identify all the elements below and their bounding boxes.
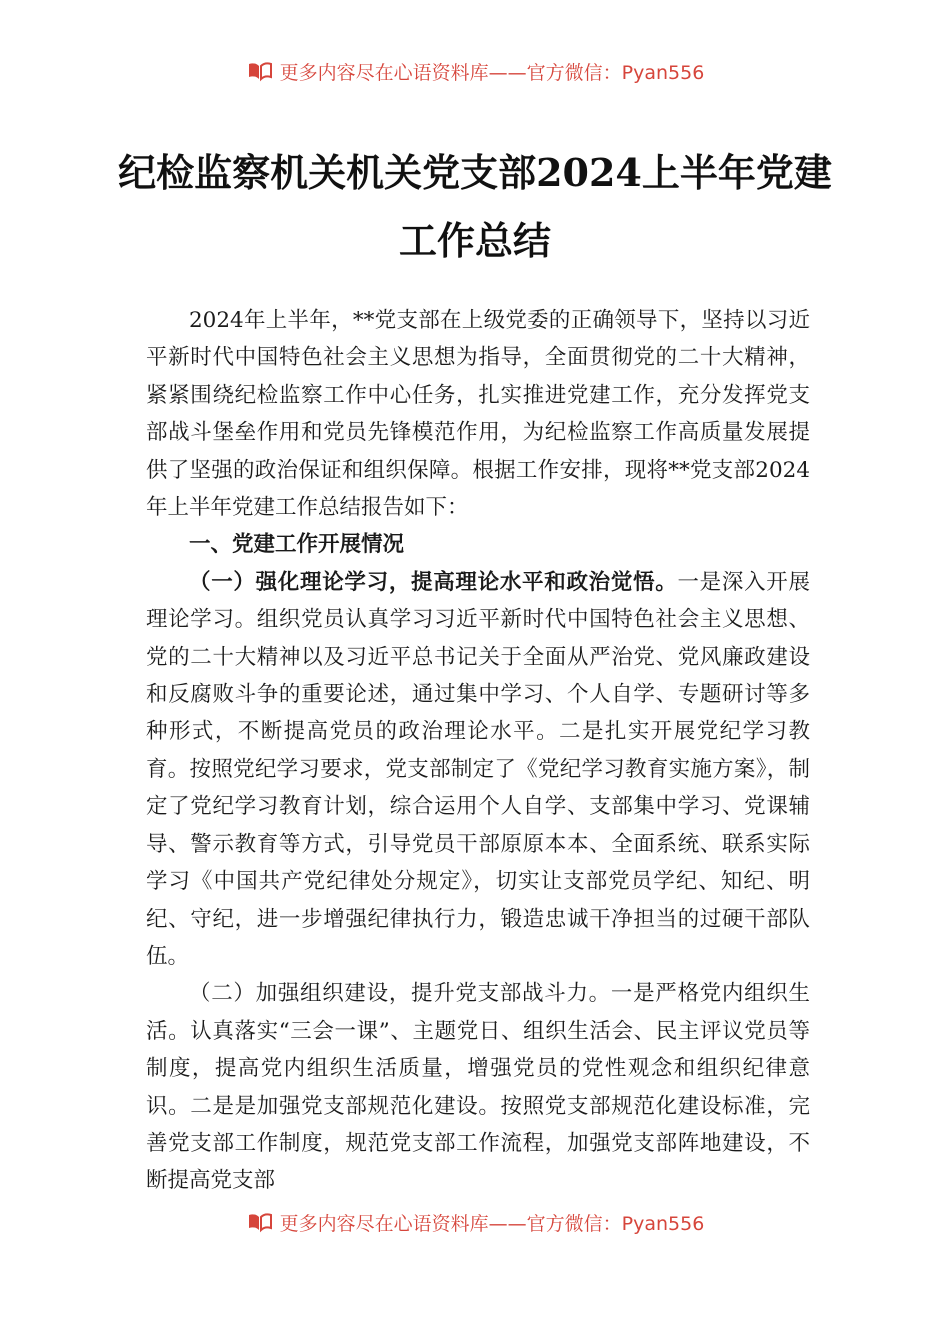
header-watermark [0,56,950,86]
paragraph-study-body: 一是深入开展理论学习。组织党员认真学习习近平新时代中国特色社会主义思想、党的二十大精神以及习近平总书记关于全面从严治党、党风廉政建设和反腐败斗争的重要论述，通过集中学习、个人自学、专题研讨等多种形式，不断提高党员的政治理论水平。二是扎实开展党纪学习教育。按照党纪学习要求，党支部制定了《党纪学习教育实施方案》，制定了党纪学习教育计划，综合运用个人自学、支部集中学习、党课辅导、警示教育等方式，引导党员干部原原本本、全面系统、联系实际学习《中国共产党纪律处分规定》，切实让支部党员学纪、知纪、明纪、守纪，进一步增强纪律执行力，锻造忠诚干净担当的过硬干部队伍。 [146,569,810,969]
document-body [146,302,810,1200]
paragraph-study [146,564,810,975]
intro-paragraph: 2024年上半年，**党支部在上级党委的正确领导下，坚持以习近平新时代中国特色社会主义思想为指导，全面贯彻党的二十大精神，紧紧围绕纪检监察工作中心任务，扎实推进党建工作，充分发挥党支部战斗堡垒作用和党员先锋模范作用，为纪检监察工作高质量发展提供了坚强的政治保证和组织保障。根据工作安排，现将**党支部2024年上半年党建工作总结报告如下： [146,308,810,521]
watermark-text: 更多内容尽在心语资料库——官方微信：Pyan556 [279,61,705,84]
paragraph-study-lead: （一）强化理论学习，提高理论水平和政治觉悟。 [189,569,678,595]
bookmark-logo-icon [246,1211,274,1233]
document-title-line1: 纪检监察机关机关党支部2024上半年党建 [118,150,832,195]
section-heading: 一、党建工作开展情况 [189,532,405,558]
footer-watermark [0,1207,950,1237]
document-title-line2: 工作总结 [398,218,551,263]
paragraph-organization: （二）加强组织建设，提升党支部战斗力。一是严格党内组织生活。认真落实“三会一课”、主题党日、组织生活会、民主评议党员等制度，提高党内组织生活质量，增强党员的党性观念和组织纪律意识。二是是加强党支部规范化建设。按照党支部规范化建设标准，完善党支部工作制度，规范党支部工作流程，加强党支部阵地建设，不断提高党支部 [146,981,810,1194]
bookmark-logo-icon [246,60,274,82]
watermark-text: 更多内容尽在心语资料库——官方微信：Pyan556 [279,1212,705,1235]
